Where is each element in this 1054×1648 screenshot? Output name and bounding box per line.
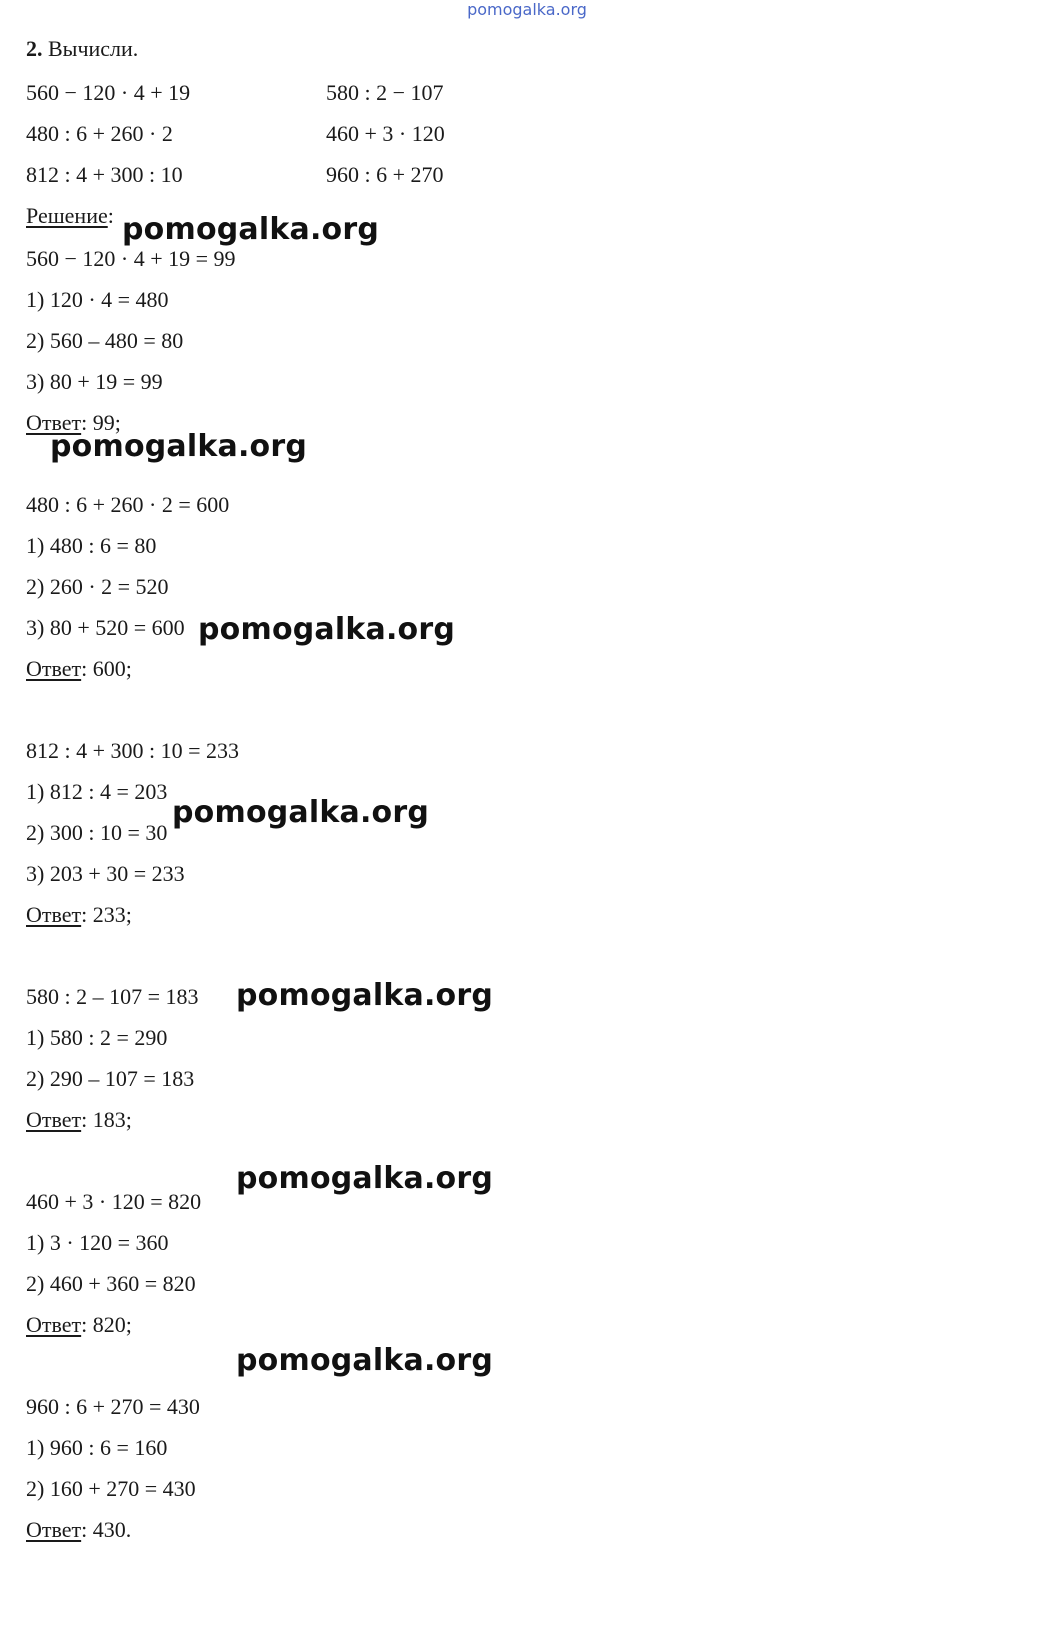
solution-step: 1) 812 : 4 = 203 [26,779,168,804]
solution-step: 3) 203 + 30 = 233 [26,861,185,886]
answer-value: : 430. [81,1517,132,1542]
solution-expression: 480 : 6 + 260 · 2 = 600 [26,492,230,517]
expression-right-2: 460 + 3 · 120 [326,121,445,146]
solution-step: 3) 80 + 19 = 99 [26,369,163,394]
watermark: pomogalka.org [236,1161,494,1196]
task-number: 2. [26,36,43,61]
answer-line [26,1314,132,1336]
solution-step: 1) 3 · 120 = 360 [26,1230,169,1255]
solution-step: 3) 80 + 520 = 600 [26,615,185,640]
solution-expression: 580 : 2 – 107 = 183 [26,984,199,1009]
watermark: pomogalka.org [236,1343,494,1378]
answer-label: Ответ [26,1517,82,1542]
answer-value: : 183; [81,1107,132,1132]
answer-value: : 600; [81,656,132,681]
answer-label: Ответ [26,902,82,927]
task-title: Вычисли. [48,36,139,61]
solution-step: 2) 260 · 2 = 520 [26,574,169,599]
answer-label: Ответ [26,1312,82,1337]
solution-step: 1) 120 · 4 = 480 [26,287,169,312]
answer-line [26,658,132,680]
solution-step: 1) 580 : 2 = 290 [26,1025,168,1050]
answer-label: Ответ [26,1107,82,1132]
answer-line [26,1519,131,1541]
solution-step: 2) 160 + 270 = 430 [26,1476,196,1501]
solution-label: Решение [26,203,108,228]
expression-right-1: 580 : 2 − 107 [326,80,444,105]
expression-left-3: 812 : 4 + 300 : 10 [26,162,183,187]
solution-step: 2) 460 + 360 = 820 [26,1271,196,1296]
solution-expression: 960 : 6 + 270 = 430 [26,1394,200,1419]
watermark: pomogalka.org [122,212,380,247]
solution-step: 2) 300 : 10 = 30 [26,820,168,845]
answer-value: : 99; [81,410,121,435]
watermark: pomogalka.org [198,612,456,647]
answer-label: Ответ [26,410,82,435]
solution-step: 2) 560 – 480 = 80 [26,328,184,353]
task-heading [26,38,138,60]
answer-line [26,904,132,926]
expression-right-3: 960 : 6 + 270 [326,162,444,187]
watermark: pomogalka.org [50,429,308,464]
solution-heading: Решение: [26,203,114,228]
header-watermark: pomogalka.org [467,0,587,19]
watermark: pomogalka.org [172,795,430,830]
solution-step: 2) 290 – 107 = 183 [26,1066,195,1091]
solution-step: 1) 480 : 6 = 80 [26,533,157,558]
answer-value: : 820; [81,1312,132,1337]
solution-expression: 560 − 120 · 4 + 19 = 99 [26,246,236,271]
expression-left-2: 480 : 6 + 260 · 2 [26,121,173,146]
solution-expression: 812 : 4 + 300 : 10 = 233 [26,738,240,763]
watermark: pomogalka.org [236,978,494,1013]
expression-left-1: 560 − 120 · 4 + 19 [26,80,191,105]
answer-value: : 233; [81,902,132,927]
solution-expression: 460 + 3 · 120 = 820 [26,1189,202,1214]
answer-label: Ответ [26,656,82,681]
solution-step: 1) 960 : 6 = 160 [26,1435,168,1460]
answer-line [26,1109,132,1131]
